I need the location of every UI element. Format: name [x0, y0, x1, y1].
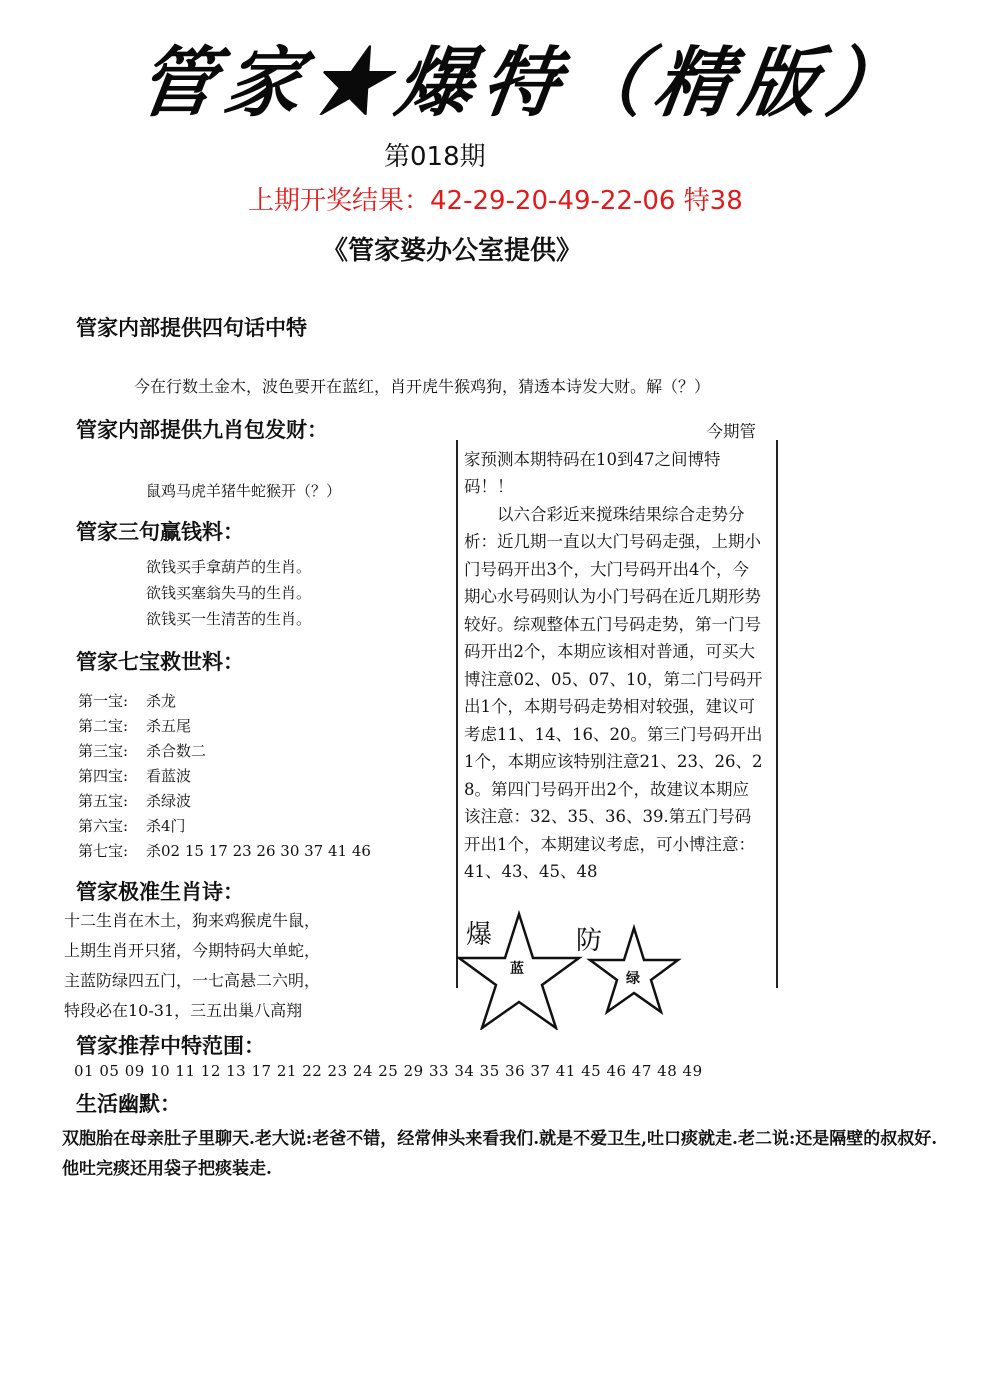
treasure-value: 看蓝波 — [146, 767, 192, 785]
four-lines-text: 今在行数土金木，波色要开在蓝红，肖开虎牛猴鸡狗，猜透本诗发大财。解（？） — [134, 377, 711, 396]
analysis-text — [464, 422, 764, 886]
treasure-label: 第五宝: — [78, 792, 129, 810]
poem-line: 特段必在10-31，三五出巢八高翔 — [64, 1001, 303, 1020]
three-lines-line: 欲钱买塞翁失马的生肖。 — [146, 584, 312, 602]
last-result: 上期开奖结果：42-29-20-49-22-06 特38 — [248, 186, 743, 216]
treasure-value: 杀合数二 — [146, 742, 207, 760]
range-heading: 管家推荐中特范围： — [76, 1033, 265, 1058]
treasure-value: 杀4门 — [146, 817, 186, 835]
range-numbers: 01 05 09 10 11 12 13 17 21 22 23 24 25 29 33 34 35 36 37 41 45 46 47 48 49 — [74, 1062, 703, 1080]
fang-label: 防 — [576, 926, 603, 956]
seven-treasures-heading: 管家七宝救世料： — [76, 649, 244, 674]
poem-heading: 管家极准生肖诗： — [76, 879, 244, 904]
treasure-value: 杀龙 — [146, 692, 177, 710]
nine-zodiac-heading: 管家内部提供九肖包发财： — [76, 417, 328, 442]
treasure-label: 第二宝: — [78, 717, 129, 735]
four-lines-heading: 管家内部提供四句话中特 — [76, 315, 307, 340]
poem-line: 上期生肖开只猪，今期特码大单蛇， — [64, 941, 321, 960]
fang-inner: 绿 — [626, 971, 640, 987]
poem-line: 十二生肖在木土，狗来鸡猴虎牛鼠， — [64, 911, 321, 930]
analysis-para2: 以六合彩近来搅珠结果综合走势分析：近几期一直以大门号码走强，上期小门号码开出3个，大门号码开出4个，今期心水号码则认为小门号码在近几期形势较好。综观整体五门号码走势，第一门号码开出2个，本期应该相对普通，可买大博注意02、05、07、10，第二门号码开出1个，本期号码走势相对较强，建议可考虑11、14、16、20。第三门号码开出1个，本期应该特别注意21、23、26、28。第四门号码开出2个，故建议本期应该注意：32、35、36、39.第五门号码开出1个，本期建议考虑，可小博注意：41、43、45、48 — [464, 504, 763, 881]
treasure-value: 杀02 15 17 23 26 30 37 41 46 — [146, 842, 371, 860]
nine-zodiac-text: 鼠鸡马虎羊猪牛蛇猴开（？） — [146, 482, 342, 500]
treasure-label: 第三宝: — [78, 742, 129, 760]
treasure-label: 第一宝: — [78, 692, 129, 710]
treasure-label: 第六宝: — [78, 817, 129, 835]
analysis-para1: 家预测本期特码在10到47之间博特码！！ — [464, 449, 721, 496]
humor-text: 双胞胎在母亲肚子里聊天.老大说:老爸不错，经常伸头来看我们.就是不爱卫生,吐口痰就走.老二说:还是隔壁的叔叔好.他吐完痰还用袋子把痰装走. — [62, 1129, 938, 1179]
analysis-top-right: 今期管 — [706, 422, 756, 441]
treasure-value: 杀五尾 — [146, 717, 192, 735]
treasure-label: 第四宝: — [78, 767, 129, 785]
three-lines-line: 欲钱买手拿葫芦的生肖。 — [146, 558, 312, 576]
treasure-label: 第七宝: — [78, 842, 129, 860]
issue-number: 第018期 — [384, 142, 486, 172]
provider-line: 《管家婆办公室提供》 — [322, 236, 583, 266]
treasure-value: 杀绿波 — [146, 792, 192, 810]
three-lines-heading: 管家三句赢钱料： — [76, 519, 244, 544]
poem-line: 主蓝防绿四五门，一七高悬二六明， — [64, 971, 321, 990]
bao-label: 爆 — [466, 920, 493, 950]
bao-inner: 蓝 — [510, 961, 524, 977]
page-title: 管家★爆特（精版） — [132, 38, 920, 127]
three-lines-line: 欲钱买一生清苦的生肖。 — [146, 610, 312, 628]
humor-heading: 生活幽默： — [76, 1091, 181, 1116]
